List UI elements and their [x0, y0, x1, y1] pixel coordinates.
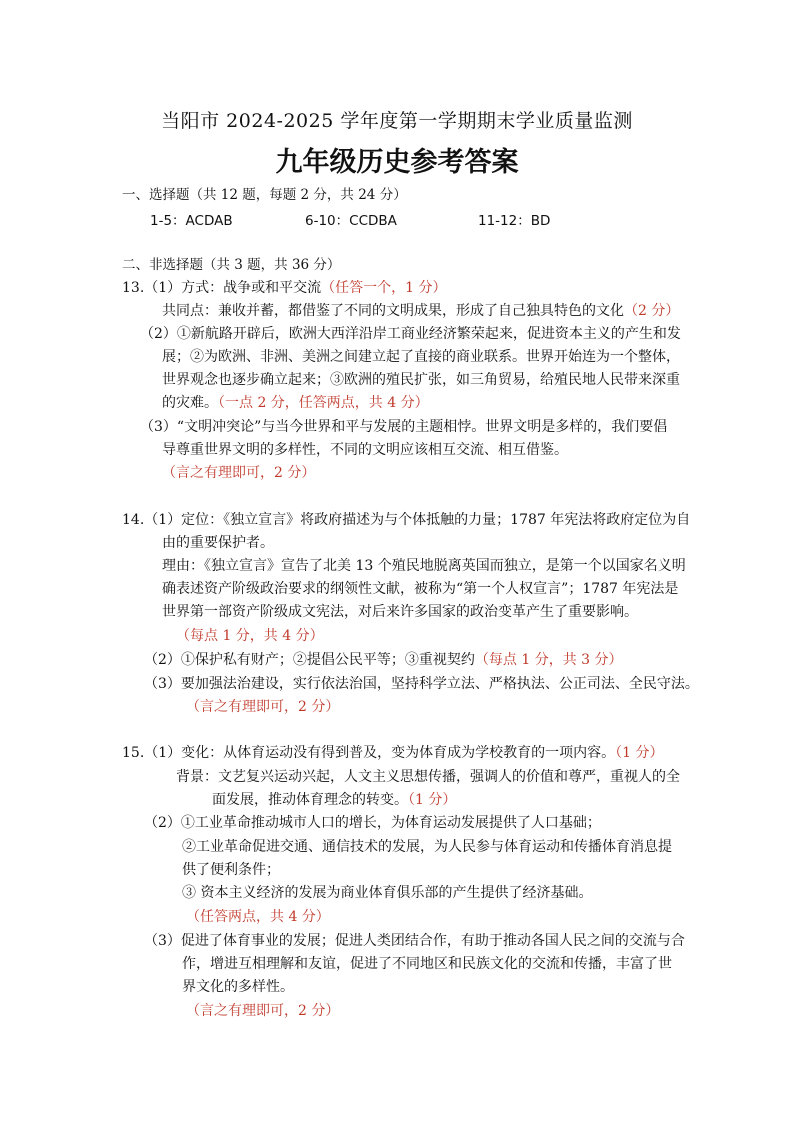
q15-part1-line3-score: （1 分）	[408, 792, 457, 808]
q13-part2-line2: 展；②为欧洲、非洲、美洲之间建立起了直接的商业联系。世界开始连为一个整体，	[162, 349, 680, 365]
q15-part1-line3	[212, 791, 456, 809]
section1-heading: 一、选择题（共 12 题，每题 2 分，共 24 分）	[122, 187, 407, 203]
q13-part2-line4	[162, 394, 429, 412]
q15-part1-score: （1 分）	[615, 745, 664, 761]
q15-part1-line3-text: 面发展，推动体育理念的转变。	[212, 792, 408, 808]
q15-part3-line1: （3）促进了体育事业的发展；促进人类团结合作，有助于推动各国人民之间的交流与合	[144, 933, 685, 949]
q15-part1-line2: 背景：文艺复兴运动兴起，人文主义思想传播，强调人的价值和尊严，重视人的全	[176, 769, 680, 785]
q13-part1-line2-text: 共同点：兼收并蓄，都借鉴了不同的文明成果，形成了自己独具特色的文化	[162, 303, 624, 319]
q13-part3-line2: 导尊重世界文明的多样性，不同的文明应该相互交流、相互借鉴。	[162, 442, 568, 458]
q15-part2-line3: 供了便利条件；	[182, 862, 280, 878]
q14-part1-line5: 世界第一部资产阶级成文宪法，对后来许多国家的政治变革产生了重要影响。	[162, 604, 638, 620]
document-subtitle: 九年级历史参考答案	[275, 147, 519, 178]
q14-part1-line3: 理由：《独立宣言》宣告了北美 13 个殖民地脱离英国而独立，是第一个以国家名义明	[162, 558, 686, 574]
q13-part2-score: （一点 2 分，任答两点，共 4 分）	[218, 395, 429, 411]
q14-part1-line2: 由的重要保护者。	[162, 535, 274, 551]
q13-part2-line1: （2）①新航路开辟后，欧洲大西洋沿岸工商业经济繁荣起来，促进资本主义的产生和发	[140, 326, 681, 342]
q13-part3-score: （言之有理即可，2 分）	[162, 465, 316, 481]
q14-part3-line1: （3）要加强法治建设，实行依法治国，坚持科学立法、严格执法、公正司法、全民守法。	[144, 676, 699, 692]
q14-part1-score: （每点 1 分，共 4 分）	[176, 628, 324, 644]
q13-part2-line4-text: 的灾难。	[162, 395, 218, 411]
q13-part2-line3: 世界观念也逐步确立起来；③欧洲的殖民扩张，如三角贸易，给殖民地人民带来深重	[162, 372, 680, 388]
q15-part2-line1: （2）①工业革命推动城市人口的增长，为体育运动发展提供了人口基础；	[144, 815, 601, 831]
answer-group-3: 11-12：BD	[478, 213, 551, 229]
q15-part3-score: （言之有理即可，2 分）	[186, 1003, 340, 1019]
q13-part1-score: （任答一个，1 分）	[321, 280, 447, 296]
q13-part3-line1: （3）“文明冲突论”与当今世界和平与发展的主题相悖。世界文明是多样的，我们要倡	[140, 419, 668, 435]
q13-part1-text: 13.（1）方式：战争或和平交流	[122, 280, 322, 296]
q15-part2-line4: ③ 资本主义经济的发展为商业体育俱乐部的产生提供了经济基础。	[182, 885, 593, 901]
q13-part1-line1	[122, 279, 447, 297]
q15-part1-line1	[122, 744, 664, 762]
answer-group-2: 6-10：CCDBA	[305, 213, 397, 229]
q15-part3-line2: 作，增进互相理解和友谊，促进了不同地区和民族文化的交流和传播，丰富了世	[182, 956, 672, 972]
answer-group-1: 1-5：ACDAB	[150, 213, 233, 229]
q14-part2-line1	[144, 651, 623, 669]
q13-part1-line2	[162, 302, 679, 320]
q15-part1-text: 15.（1）变化：从体育运动没有得到普及，变为体育成为学校教育的一项内容。	[122, 745, 616, 761]
q14-part1-line4: 确表述资产阶级政治要求的纲领性文献，被称为“第一个人权宣言”；1787 年宪法是	[162, 581, 679, 597]
q14-part2-text: （2）①保护私有财产；②提倡公民平等；③重视契约	[144, 652, 475, 668]
q15-part3-line3: 界文化的多样性。	[182, 979, 294, 995]
q14-part2-score: （每点 1 分，共 3 分）	[474, 652, 623, 668]
section2-heading: 二、非选择题（共 3 题，共 36 分）	[122, 257, 341, 273]
q15-part2-score: （任答两点，共 4 分）	[186, 909, 330, 925]
q14-part1-line1: 14.（1）定位：《独立宣言》将政府描述为与个体抵触的力量；1787 年宪法将政府定位为自	[122, 512, 691, 528]
document-title: 当阳市 2024-2025 学年度第一学期期末学业质量监测	[161, 110, 633, 132]
q13-part1-line2-score: （2 分）	[624, 303, 680, 319]
q14-part3-score: （言之有理即可，2 分）	[186, 699, 340, 715]
q15-part2-line2: ②工业革命促进交通、通信技术的发展，为人民参与体育运动和传播体育消息提	[182, 839, 672, 855]
